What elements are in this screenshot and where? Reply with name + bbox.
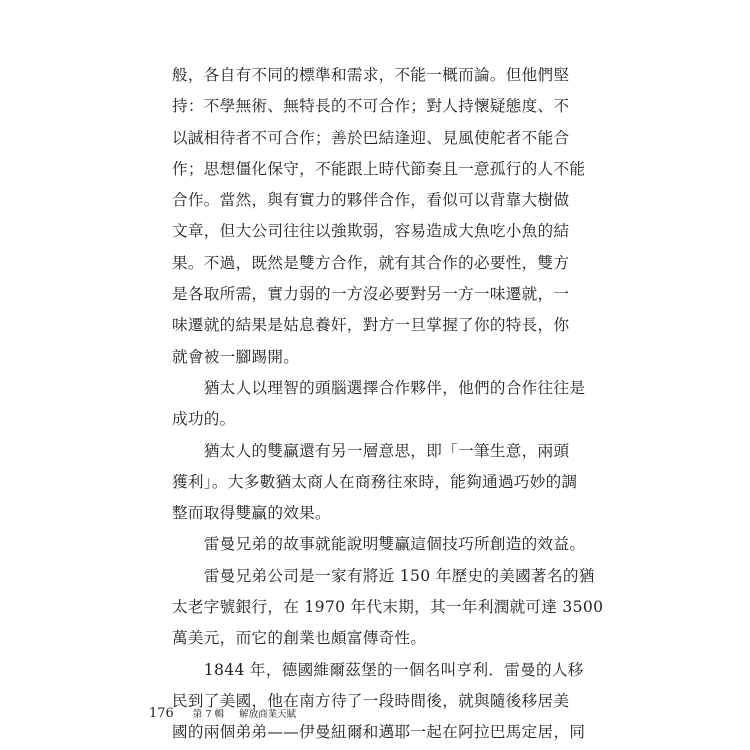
text-line: 國的兩個弟弟——伊曼紐爾和邁耶一起在阿拉巴馬定居，同 xyxy=(172,723,586,742)
text-line: 作；思想僵化保守，不能跟上時代節奏且一意孤行的人不能 xyxy=(172,159,586,178)
page-number: 176 xyxy=(149,706,174,721)
body-text xyxy=(172,60,604,749)
text-line: 雷曼兄弟公司是一家有將近 150 年歷史的美國著名的猶 xyxy=(172,566,595,585)
text-line: 合作。當然，與有實力的夥伴合作，看似可以背靠大樹做 xyxy=(172,191,570,210)
text-line: 是各取所需，實力弱的一方沒必要對另一方一味遷就，一 xyxy=(172,285,570,304)
text-line: 味遷就的結果是姑息養奸，對方一旦掌握了你的特長，你 xyxy=(172,316,570,335)
text-line: 雷曼兄弟的故事就能說明雙贏這個技巧所創造的效益。 xyxy=(172,535,586,554)
text-line: 就會被一腳踢開。 xyxy=(172,347,300,366)
text-line: 成功的。 xyxy=(172,410,236,429)
text-line: 萬美元，而它的創業也頗富傳奇性。 xyxy=(172,629,427,648)
text-line: 以誠相待者不可合作；善於巴結逢迎、見風使舵者不能合 xyxy=(172,128,570,147)
text-line: 文章，但大公司往往以強欺弱，容易造成大魚吃小魚的結 xyxy=(172,222,570,241)
chapter-title: 解放商業天賦 xyxy=(239,709,297,720)
chapter-label: 第 7 輯 xyxy=(192,709,225,720)
text-line: 獲利」。大多數猶太商人在商務往來時，能夠通過巧妙的調 xyxy=(172,472,578,491)
text-line: 整而取得雙贏的效果。 xyxy=(172,504,331,523)
text-line: 持：不學無術、無特長的不可合作；對人持懷疑態度、不 xyxy=(172,97,570,116)
text-line: 太老字號銀行，在 1970 年代末期，其一年利潤就可達 3500 xyxy=(172,598,604,617)
text-line: 般，各自有不同的標準和需求，不能一概而論。但他們堅 xyxy=(172,66,570,84)
text-line: 猶太人以理智的頭腦選擇合作夥伴，他們的合作往往是 xyxy=(172,378,586,397)
text-line: 果。不過，既然是雙方合作，就有其合作的必要性，雙方 xyxy=(172,253,570,272)
text-line: 民到了美國，他在南方待了一段時間後，就與隨後移居美 xyxy=(172,691,570,710)
page-footer xyxy=(149,700,296,724)
text-line: 1844 年，德國維爾茲堡的一個名叫亨利．雷曼的人移 xyxy=(172,660,584,679)
text-line: 猶太人的雙贏還有另一層意思，即「一筆生意，兩頭 xyxy=(172,441,570,460)
